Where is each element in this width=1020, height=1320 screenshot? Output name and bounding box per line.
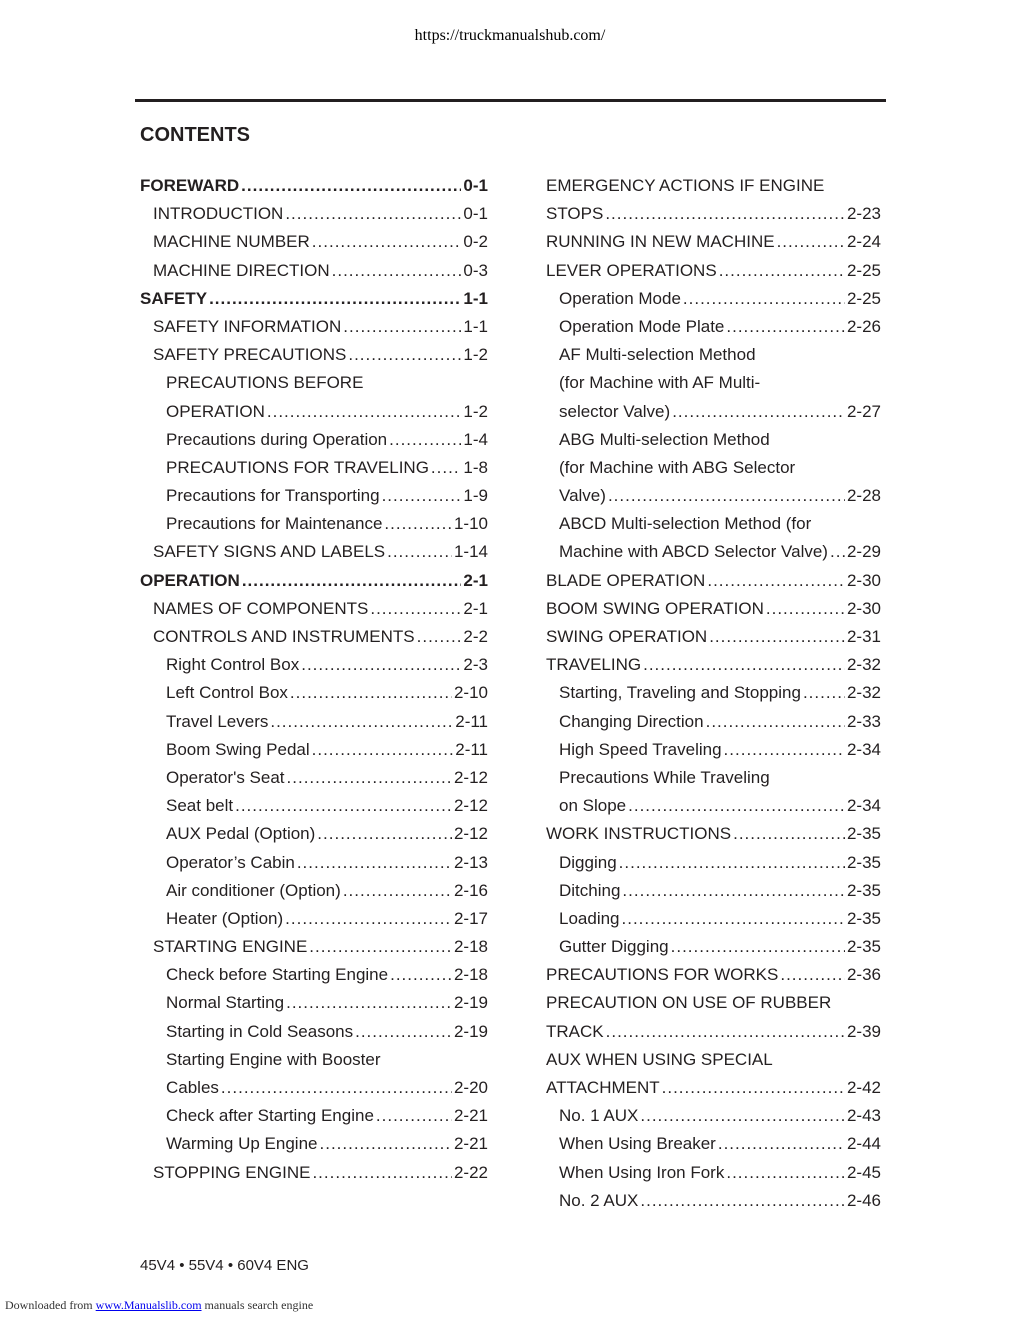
toc-entry-title: Cables: [166, 1078, 219, 1097]
toc-page-number: 2-12: [453, 767, 488, 787]
toc-dot-leader: [830, 538, 845, 566]
toc-page-number: 2-39: [846, 1021, 881, 1041]
toc-page-number: 2-19: [453, 1021, 488, 1041]
toc-entry[interactable]: [140, 764, 488, 792]
toc-entry[interactable]: [140, 341, 488, 369]
toc-dot-leader: [343, 313, 461, 341]
toc-entry-title: Starting, Traveling and Stopping: [559, 683, 801, 703]
toc-page-number: 2-12: [453, 796, 488, 816]
toc-page-number: 1-2: [463, 345, 488, 365]
toc-dot-leader: [312, 736, 454, 764]
toc-entry-title: BLADE OPERATION: [546, 570, 706, 590]
toc-entry[interactable]: [546, 736, 881, 764]
toc-dot-leader: [619, 849, 845, 877]
toc-entry[interactable]: [546, 257, 881, 285]
toc-dot-leader: [387, 538, 452, 566]
toc-entry-title: OPERATION: [166, 401, 265, 421]
toc-entry-title: Gutter Digging: [559, 937, 669, 957]
toc-dot-leader: [605, 200, 845, 228]
toc-page-number: 2-35: [846, 852, 881, 872]
toc-entry-title: Check before Starting Engine: [166, 965, 389, 985]
toc-entry[interactable]: [140, 905, 488, 933]
toc-entry[interactable]: [140, 1018, 488, 1046]
toc-page-number: 2-34: [846, 796, 881, 816]
toc-entry-title: Valve): [559, 486, 606, 506]
toc-dot-leader: [320, 1130, 452, 1158]
footer-model-text: 45V4 • 55V4 • 60V4 ENG: [140, 1257, 309, 1274]
toc-dot-leader: [606, 1018, 845, 1046]
toc-entry-title: Digging: [559, 852, 617, 872]
toc-entry-title: Check after Starting Engine: [166, 1106, 374, 1126]
toc-page-number: 2-13: [453, 852, 488, 872]
toc-entry-title: PRECAUTIONS BEFORE: [166, 373, 364, 393]
toc-entry[interactable]: [140, 257, 488, 285]
toc-entry-title: PRECAUTIONS FOR TRAVELING: [166, 457, 429, 477]
toc-dot-leader: [389, 426, 461, 454]
toc-page-number: 1-10: [453, 514, 488, 534]
toc-dot-leader: [766, 595, 845, 623]
toc-page-number: 2-25: [846, 288, 881, 308]
toc-page-number: 2-35: [846, 824, 881, 844]
toc-page-number: 2-34: [846, 739, 881, 759]
toc-entry-title: When Using Breaker: [559, 1134, 716, 1154]
toc-page-number: 1-4: [463, 429, 488, 449]
toc-page-number: 0-1: [463, 204, 488, 224]
toc-entry[interactable]: [546, 651, 881, 679]
toc-dot-leader: [309, 933, 452, 961]
toc-entry[interactable]: [140, 426, 488, 454]
toc-entry[interactable]: [140, 933, 488, 961]
toc-entry[interactable]: [140, 398, 488, 426]
toc-page-number: 2-30: [846, 598, 881, 618]
toc-entry[interactable]: [546, 679, 881, 707]
toc-entry-title: SWING OPERATION: [546, 627, 708, 646]
toc-entry-title: ATTACHMENT: [546, 1078, 660, 1097]
toc-entry[interactable]: [140, 482, 488, 510]
toc-page-number: 2-26: [846, 316, 881, 336]
toc-page-number: 2-11: [455, 711, 488, 731]
toc-entry[interactable]: [140, 313, 488, 341]
toc-entry[interactable]: [140, 454, 488, 482]
toc-entry-title: Starting Engine with Booster: [166, 1049, 381, 1069]
toc-entry-title: Starting in Cold Seasons: [166, 1021, 354, 1041]
toc-dot-leader: [803, 679, 845, 707]
toc-page-number: 2-32: [846, 683, 881, 703]
manualslib-link[interactable]: www.Manualslib.com: [95, 1298, 202, 1312]
toc-entry-title: Operator's Seat: [166, 767, 285, 787]
toc-entry[interactable]: [140, 1130, 488, 1158]
toc-dot-leader: [622, 905, 845, 933]
toc-page-number: 2-1: [463, 570, 488, 590]
toc-page-number: 1-1: [463, 288, 488, 308]
toc-entry-title: (for Machine with ABG Selector: [559, 457, 796, 477]
toc-dot-leader: [724, 736, 845, 764]
toc-entry[interactable]: [546, 623, 881, 651]
toc-entry-title: Changing Direction: [559, 711, 704, 731]
toc-page-number: 1-14: [453, 542, 488, 562]
toc-page-number: 2-27: [846, 401, 881, 421]
toc-dot-leader: [209, 285, 461, 313]
toc-dot-leader: [417, 623, 462, 651]
toc-entry[interactable]: [140, 285, 488, 313]
toc-entry-title: STARTING ENGINE: [153, 937, 308, 957]
toc-entry-title: Operation Mode: [559, 288, 681, 308]
toc-entry[interactable]: [140, 595, 488, 623]
toc-entry-title: Boom Swing Pedal: [166, 739, 310, 759]
toc-entry-title: NAMES OF COMPONENTS: [153, 598, 369, 618]
toc-dot-leader: [242, 567, 462, 595]
toc-dot-leader: [301, 651, 461, 679]
toc-entry[interactable]: [546, 595, 881, 623]
toc-entry[interactable]: [546, 1159, 881, 1187]
toc-entry-title: ABCD Multi-selection Method (for: [559, 514, 812, 534]
toc-entry[interactable]: [140, 1102, 488, 1130]
toc-entry[interactable]: [546, 933, 881, 961]
toc-page-number: 2-28: [846, 486, 881, 506]
toc-entry-title: SAFETY: [140, 288, 208, 308]
toc-entry[interactable]: [140, 849, 488, 877]
toc-page-number: 0-1: [463, 176, 488, 195]
toc-entry[interactable]: [140, 708, 488, 736]
toc-page-number: 2-42: [846, 1078, 881, 1097]
toc-entry[interactable]: [546, 482, 881, 510]
toc-entry-title: Precautions for Transporting: [166, 486, 380, 506]
toc-dot-leader: [290, 679, 452, 707]
toc-dot-leader: [431, 454, 462, 482]
toc-entry[interactable]: [140, 623, 488, 651]
download-credit: [5, 1298, 313, 1313]
toc-entry-title: Precautions While Traveling: [559, 767, 770, 787]
toc-dot-leader: [332, 257, 462, 285]
toc-entry[interactable]: [140, 510, 488, 538]
toc-page-number: 2-21: [453, 1106, 488, 1126]
download-prefix: Downloaded from: [5, 1298, 93, 1312]
toc-page-number: 0-2: [463, 232, 488, 252]
toc-entry[interactable]: [546, 849, 881, 877]
toc-entry-title: Ditching: [559, 880, 621, 900]
toc-entry[interactable]: [140, 961, 488, 989]
toc-page-number: 2-35: [846, 880, 881, 900]
toc-entry[interactable]: [546, 1074, 881, 1102]
toc-dot-leader: [718, 1130, 845, 1158]
toc-entry[interactable]: [140, 538, 488, 566]
toc-entry[interactable]: [140, 200, 488, 228]
toc-page-number: 2-21: [453, 1134, 488, 1154]
toc-entry-title: WORK INSTRUCTIONS: [546, 824, 732, 844]
toc-dot-leader: [733, 820, 845, 848]
toc-entry-title: ABG Multi-selection Method: [559, 429, 770, 449]
toc-entry[interactable]: [140, 877, 488, 905]
toc-page-number: 2-29: [846, 542, 881, 562]
toc-entry[interactable]: [140, 820, 488, 848]
toc-dot-leader: [267, 398, 462, 426]
toc-page-number: 2-20: [453, 1078, 488, 1097]
toc-dot-leader: [719, 257, 845, 285]
toc-entry-title: STOPPING ENGINE: [153, 1162, 311, 1182]
toc-dot-leader: [221, 1074, 452, 1102]
toc-entry[interactable]: [546, 510, 881, 538]
toc-dot-leader: [270, 708, 453, 736]
toc-entry[interactable]: [546, 228, 881, 256]
toc-entry-title: OPERATION: [140, 570, 240, 590]
toc-entry-title: Seat belt: [166, 796, 234, 816]
toc-dot-leader: [640, 1187, 845, 1215]
toc-entry-title: (for Machine with AF Multi-: [559, 373, 761, 393]
toc-dot-leader: [376, 1102, 452, 1130]
toc-page-number: 2-24: [846, 232, 881, 252]
header-rule: [135, 99, 886, 102]
toc-entry-title: High Speed Traveling: [559, 739, 722, 759]
toc-page-number: 2-44: [846, 1134, 881, 1154]
toc-page-number: 2-18: [453, 965, 488, 985]
toc-dot-leader: [312, 1159, 452, 1187]
toc-dot-leader: [285, 905, 452, 933]
toc-dot-leader: [683, 285, 845, 313]
toc-entry[interactable]: [546, 877, 881, 905]
toc-page-number: 2-11: [455, 739, 488, 759]
toc-page-number: 2-22: [453, 1162, 488, 1182]
toc-entry-title: Precautions for Maintenance: [166, 514, 383, 534]
toc-dot-leader: [348, 341, 461, 369]
page-title: CONTENTS: [140, 124, 250, 146]
toc-dot-leader: [672, 398, 845, 426]
toc-entry-title: SAFETY INFORMATION: [153, 316, 342, 336]
toc-page-number: 2-32: [846, 655, 881, 675]
toc-entry[interactable]: [140, 679, 488, 707]
toc-entry[interactable]: [546, 200, 881, 228]
download-suffix: manuals search engine: [204, 1298, 314, 1312]
toc-dot-leader: [370, 595, 461, 623]
toc-entry[interactable]: [546, 1187, 881, 1215]
toc-page-number: 1-9: [463, 486, 488, 506]
toc-entry[interactable]: [546, 341, 881, 369]
toc-entry[interactable]: [546, 172, 881, 200]
toc-page-number: 2-2: [463, 627, 488, 646]
toc-dot-leader: [382, 482, 462, 510]
toc-page-number: 2-16: [453, 880, 488, 900]
toc-page-number: 2-12: [453, 824, 488, 844]
toc-entry[interactable]: [546, 313, 881, 341]
toc-dot-leader: [390, 961, 452, 989]
toc-entry[interactable]: [140, 989, 488, 1017]
toc-entry-title: Heater (Option): [166, 908, 284, 928]
toc-entry[interactable]: [546, 961, 881, 989]
toc-entry[interactable]: [546, 426, 881, 454]
toc-page-number: 2-43: [846, 1106, 881, 1126]
toc-page-number: 2-18: [453, 937, 488, 957]
toc-dot-leader: [628, 792, 845, 820]
toc-entry[interactable]: [140, 1074, 488, 1102]
toc-dot-leader: [285, 200, 461, 228]
toc-page-number: 2-17: [453, 908, 488, 928]
toc-dot-leader: [726, 313, 845, 341]
toc-dot-leader: [640, 1102, 845, 1130]
toc-dot-leader: [777, 228, 845, 256]
toc-dot-leader: [622, 877, 845, 905]
toc-page-number: 2-1: [463, 598, 488, 618]
toc-entry-title: selector Valve): [559, 401, 671, 421]
toc-dot-leader: [241, 172, 461, 200]
toc-entry-title: Left Control Box: [166, 683, 288, 703]
toc-entry-title: SAFETY SIGNS AND LABELS: [153, 542, 386, 562]
source-url: https://truckmanualshub.com/: [414, 27, 606, 44]
toc-entry[interactable]: [546, 989, 881, 1017]
toc-page-number: 1-8: [463, 457, 488, 477]
toc-dot-leader: [312, 228, 462, 256]
toc-page-number: 1-1: [463, 316, 488, 336]
toc-entry-title: TRAVELING: [546, 655, 642, 675]
toc-page-number: 2-10: [453, 683, 488, 703]
toc-entry[interactable]: [546, 398, 881, 426]
toc-entry[interactable]: [546, 538, 881, 566]
toc-page-number: 2-25: [846, 260, 881, 280]
toc-entry-title: MACHINE DIRECTION: [153, 260, 330, 280]
toc-entry-title: Operator’s Cabin: [166, 852, 295, 872]
toc-dot-leader: [643, 651, 845, 679]
toc-entry-title: EMERGENCY ACTIONS IF ENGINE: [546, 176, 825, 195]
toc-entry[interactable]: [546, 454, 881, 482]
toc-entry-title: Normal Starting: [166, 993, 285, 1013]
toc-entry[interactable]: [546, 820, 881, 848]
toc-entry[interactable]: [140, 369, 488, 397]
toc-dot-leader: [706, 708, 845, 736]
toc-dot-leader: [235, 792, 452, 820]
toc-page-number: 2-3: [463, 655, 488, 675]
toc-entry[interactable]: [140, 1046, 488, 1074]
toc-entry-title: Machine with ABCD Selector Valve): [559, 542, 828, 562]
toc-entry-title: on Slope: [559, 796, 627, 816]
toc-entry-title: INTRODUCTION: [153, 204, 284, 224]
toc-dot-leader: [726, 1159, 845, 1187]
toc-entry-title: FOREWARD: [140, 176, 240, 195]
toc-page-number: 2-19: [453, 993, 488, 1013]
toc-entry-title: Right Control Box: [166, 655, 300, 675]
toc-entry[interactable]: [546, 792, 881, 820]
toc-dot-leader: [317, 820, 452, 848]
toc-entry-title: PRECAUTIONS FOR WORKS: [546, 965, 779, 985]
toc-entry-title: Precautions during Operation: [166, 429, 388, 449]
toc-entry-title: Operation Mode Plate: [559, 316, 725, 336]
toc-entry[interactable]: [546, 1046, 881, 1074]
toc-page-number: 0-3: [463, 260, 488, 280]
toc-entry-title: LEVER OPERATIONS: [546, 260, 717, 280]
toc-entry[interactable]: [546, 285, 881, 313]
toc-entry-title: No. 2 AUX: [559, 1190, 639, 1210]
toc-dot-leader: [355, 1018, 452, 1046]
toc-entry-title: AUX Pedal (Option): [166, 824, 316, 844]
toc-entry[interactable]: [140, 172, 488, 200]
toc-entry[interactable]: [140, 736, 488, 764]
toc-entry-title: CONTROLS AND INSTRUMENTS: [153, 627, 415, 646]
toc-entry[interactable]: [546, 567, 881, 595]
toc-entry-title: MACHINE NUMBER: [153, 232, 310, 252]
toc-page-number: 2-23: [846, 204, 881, 224]
toc-entry-title: PRECAUTION ON USE OF RUBBER: [546, 993, 832, 1013]
toc-entry[interactable]: [140, 792, 488, 820]
toc-entry-title: Air conditioner (Option): [166, 880, 341, 900]
toc-page-number: 2-36: [846, 965, 881, 985]
toc-entry[interactable]: [546, 369, 881, 397]
toc-right-column: [546, 172, 881, 1215]
toc-entry[interactable]: [546, 1018, 881, 1046]
toc-dot-leader: [707, 567, 845, 595]
toc-dot-leader: [286, 989, 452, 1017]
toc-entry[interactable]: [140, 651, 488, 679]
toc-page-number: 2-31: [846, 627, 881, 646]
toc-page-number: 1-2: [463, 401, 488, 421]
toc-page-number: 2-46: [846, 1190, 881, 1210]
toc-entry-title: Warming Up Engine: [166, 1134, 318, 1154]
toc-entry[interactable]: [546, 708, 881, 736]
toc-entry-title: AF Multi-selection Method: [559, 345, 756, 365]
toc-dot-leader: [709, 623, 845, 651]
toc-entry-title: No. 1 AUX: [559, 1106, 639, 1126]
toc-dot-leader: [297, 849, 452, 877]
toc-page-number: 2-45: [846, 1162, 881, 1182]
toc-entry[interactable]: [546, 905, 881, 933]
toc-dot-leader: [608, 482, 845, 510]
toc-entry[interactable]: [140, 228, 488, 256]
toc-entry-title: SAFETY PRECAUTIONS: [153, 345, 347, 365]
toc-page-number: 2-30: [846, 570, 881, 590]
toc-entry[interactable]: [546, 1102, 881, 1130]
toc-entry[interactable]: [546, 1130, 881, 1158]
toc-entry-title: Travel Levers: [166, 711, 269, 731]
toc-dot-leader: [780, 961, 845, 989]
toc-entry-title: TRACK: [546, 1021, 604, 1041]
toc-page-number: 2-33: [846, 711, 881, 731]
toc-dot-leader: [662, 1074, 845, 1102]
toc-dot-leader: [671, 933, 845, 961]
toc-entry-title: RUNNING IN NEW MACHINE: [546, 232, 775, 252]
toc-entry-title: Loading: [559, 908, 620, 928]
toc-dot-leader: [287, 764, 452, 792]
toc-entry-title: BOOM SWING OPERATION: [546, 598, 764, 618]
toc-page-number: 2-35: [846, 908, 881, 928]
toc-entry[interactable]: [140, 567, 488, 595]
toc-entry[interactable]: [546, 764, 881, 792]
toc-entry-title: AUX WHEN USING SPECIAL: [546, 1049, 773, 1069]
toc-entry-title: STOPS: [546, 204, 604, 224]
toc-entry[interactable]: [140, 1159, 488, 1187]
toc-entry-title: When Using Iron Fork: [559, 1162, 725, 1182]
toc-left-column: [140, 172, 488, 1187]
toc-dot-leader: [384, 510, 452, 538]
toc-page-number: 2-35: [846, 937, 881, 957]
toc-dot-leader: [343, 877, 452, 905]
